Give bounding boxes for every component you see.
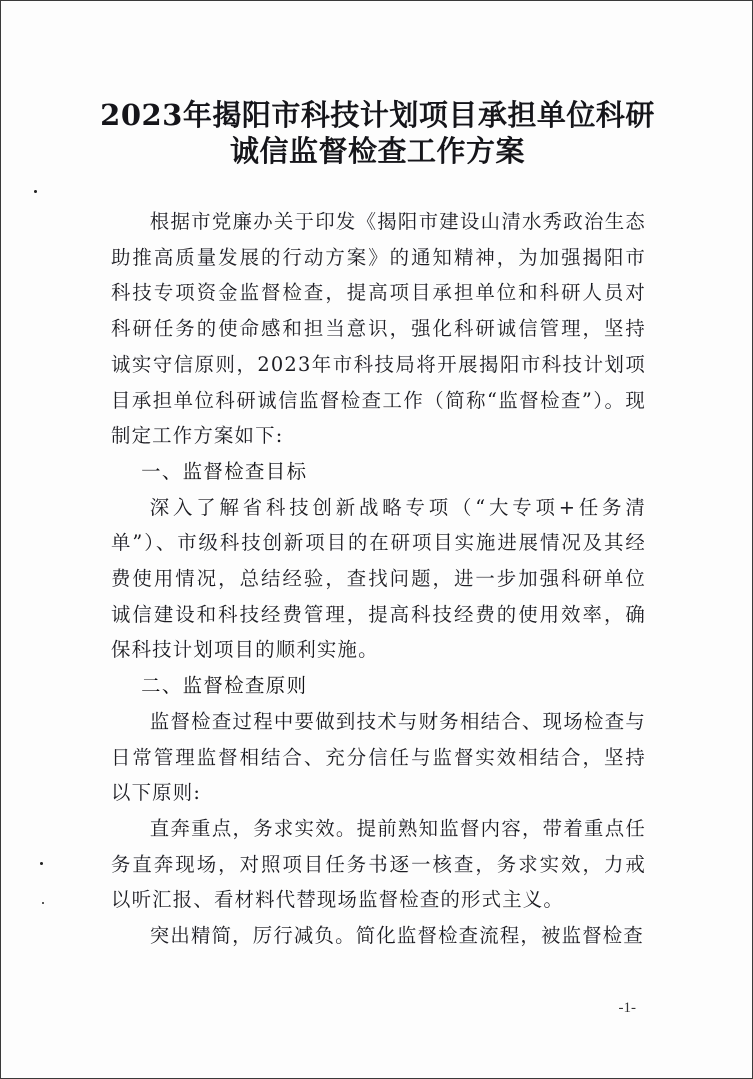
document-title-line-1: 2023年揭阳市科技计划项目承担单位科研 <box>100 98 655 132</box>
principle-simplify-paragraph: 突出精简，厉行减负。简化监督检查流程，被监督检查 <box>149 924 644 948</box>
principles-paragraph: 监督检查过程中要做到技术与财务相结合、现场检查与日常管理监督相结合、充分信任与监督实效相结合，坚持以下原则: <box>111 709 646 805</box>
section-heading-principles: 二、监督检查原则 <box>141 674 308 698</box>
intro-paragraph: 根据市党廉办关于印发《揭阳市建设山清水秀政治生态助推高质量发展的行动方案》的通知精神，为加强揭阳市科技专项资金监督检查，提高项目承担单位和科研人员对科研任务的使命感和担当意识，强化科研诚信管理，坚持诚实守信原则，2023年市科技局将开展揭阳市科技计划项目承担单位科研诚信监督检查工作（简称“监督检查”）。现制定工作方案如下: <box>111 210 646 448</box>
scan-speck <box>40 862 43 865</box>
document-body <box>111 204 646 954</box>
section-heading-objectives: 一、监督检查目标 <box>141 459 308 483</box>
objectives-paragraph: 深入了解省科技创新战略专项（“大专项+任务清单”）、市级科技创新项目的在研项目实施进展情况及其经费使用情况，总结经验，查找问题，进一步加强科研单位诚信建设和科技经费管理，提高科技经费的使用效率，确保科技计划项目的顺利实施。 <box>111 495 646 662</box>
document-title-line-2: 诚信监督检查工作方案 <box>229 134 525 168</box>
scan-speck <box>42 902 44 904</box>
principle-focus-paragraph: 直奔重点，务求实效。提前熟知监督内容，带着重点任务直奔现场，对照项目任务书逐一核查，务求实效，力戒以听汇报、看材料代替现场监督检查的形式主义。 <box>111 816 646 912</box>
page-number: -1- <box>618 1000 636 1016</box>
scan-speck <box>34 190 37 193</box>
